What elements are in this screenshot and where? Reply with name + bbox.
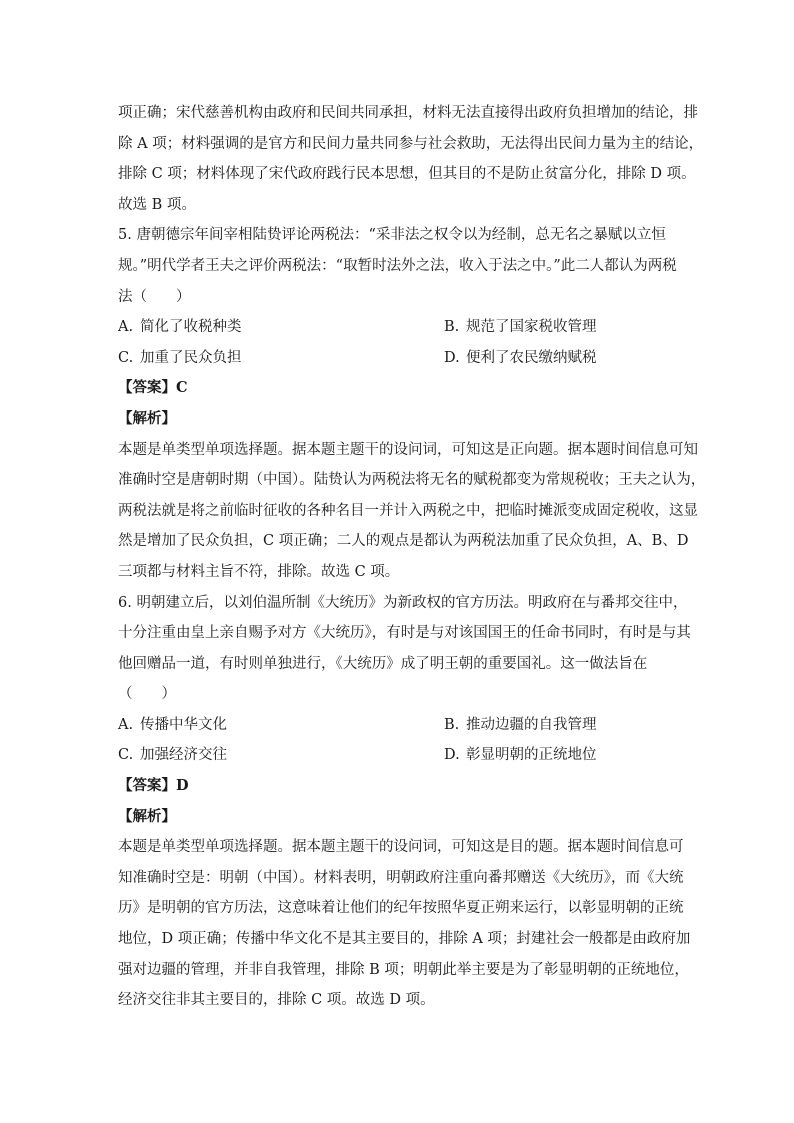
answer-label: 【答案】C (118, 379, 188, 397)
analysis-line: 强对边疆的管理，并非自我管理，排除 B 项；明朝此举主要是为了彰显明朝的正统地位， (118, 961, 689, 978)
question-stem-line: 6. 明朝建立后，以刘伯温所制《大统历》为新政权的官方历法。明政府在与番邦交往中， (118, 594, 688, 611)
question-stem-line: 十分注重由皇上亲自赐予对方《大统历》，有时是与对该国国王的任命书同时，有时是与其 (118, 625, 691, 642)
analysis-label: 【解析】 (118, 409, 176, 427)
options-row (118, 740, 678, 771)
option-text: 推动边疆的自我管理 (466, 716, 597, 733)
option-d (444, 343, 678, 374)
analysis-line: 三项都与材料主旨不符，排除。故选 C 项。 (118, 563, 400, 580)
text-line: 除 A 项；材料强调的是官方和民间力量共同参与社会救助，无法得出民间力量为主的结论， (118, 135, 704, 152)
option-b (444, 312, 678, 343)
analysis-line: 经济交往非其主要目的，排除 C 项。故选 D 项。 (118, 992, 435, 1009)
option-text: 便利了农民缴纳赋税 (466, 349, 597, 366)
option-c (118, 343, 444, 374)
analysis-line: 本题是单类型单项选择题。据本题主题干的设问词，可知这是正向题。据本题时间信息可知 (118, 441, 698, 458)
option-b (444, 710, 678, 741)
option-text: 规范了国家税收管理 (466, 319, 597, 336)
previous-analysis-tail (118, 98, 704, 220)
option-c (118, 740, 444, 771)
question-stem-line: （ ） (118, 686, 176, 703)
option-letter: C. (118, 349, 134, 366)
option-a (118, 312, 444, 343)
option-letter: C. (118, 747, 134, 764)
option-text: 彰显明朝的正统地位 (466, 747, 597, 764)
text-line: 故选 B 项。 (118, 196, 196, 213)
options-row (118, 710, 678, 741)
question-stem-line: 5. 唐朝德宗年间宰相陆贽评论两税法：“采非法之权令以为经制，总无名之暴赋以立恒 (118, 227, 666, 244)
answer-label: 【答案】D (118, 777, 189, 795)
question-stem-line: 法（ ） (118, 288, 191, 305)
analysis-line: 然是增加了民众负担，C 项正确；二人的观点是都认为两税法加重了民众负担，A、B、D (118, 533, 689, 550)
text-line: 排除 C 项；材料体现了宋代政府践行民本思想，但其目的不是防止贫富分化，排除 D 项。 (118, 166, 696, 183)
option-letter: B. (444, 319, 460, 336)
question-stem-line: 他回赠品一道，有时则单独进行，《大统历》成了明王朝的重要国礼。这一做法旨在 (118, 655, 648, 672)
analysis-line: 准确时空是唐朝时期（中国）。陆贽认为两税法将无名的赋税都变为常规税收；王夫之认为， (118, 472, 706, 489)
text-line: 项正确；宋代慈善机构由政府和民间共同承担，材料无法直接得出政府负担增加的结论，排 (118, 105, 698, 121)
analysis-line: 地位，D 项正确；传播中华文化不是其主要目的，排除 A 项；封建社会一般都是由政府加 (118, 931, 691, 948)
option-a (118, 710, 444, 741)
analysis-line: 知准确时空是：明朝（中国）。材料表明，明朝政府注重向番邦赠送《大统历》，而《大统 (118, 869, 684, 886)
options-row (118, 312, 678, 343)
options-row (118, 343, 678, 374)
option-d (444, 740, 678, 771)
option-text: 加重了民众负担 (140, 349, 242, 366)
question-5 (118, 220, 706, 587)
option-letter: A. (118, 319, 134, 336)
option-letter: D. (444, 747, 460, 764)
option-letter: D. (444, 349, 460, 366)
option-letter: A. (118, 716, 134, 733)
analysis-line: 两税法就是将之前临时征收的各种名目一并计入两税之中，把临时摊派变成固定税收，这显 (118, 502, 698, 519)
option-text: 传播中华文化 (140, 716, 227, 733)
analysis-line: 历》是明朝的官方历法，这意味着让他们的纪年按照华夏正朔来运行，以彰显明朝的正统 (118, 900, 684, 917)
document-page (118, 98, 706, 1016)
option-letter: B. (444, 716, 460, 733)
analysis-label: 【解析】 (118, 807, 176, 825)
option-text: 加强经济交往 (140, 747, 227, 764)
question-6 (118, 588, 691, 1016)
question-stem-line: 规。”明代学者王夫之评价两税法：“取暂时法外之法，收入于法之中。”此二人都认为两税 (118, 257, 677, 274)
option-text: 简化了收税种类 (140, 319, 242, 336)
analysis-line: 本题是单类型单项选择题。据本题主题干的设问词，可知这是目的题。据本题时间信息可 (118, 839, 684, 856)
